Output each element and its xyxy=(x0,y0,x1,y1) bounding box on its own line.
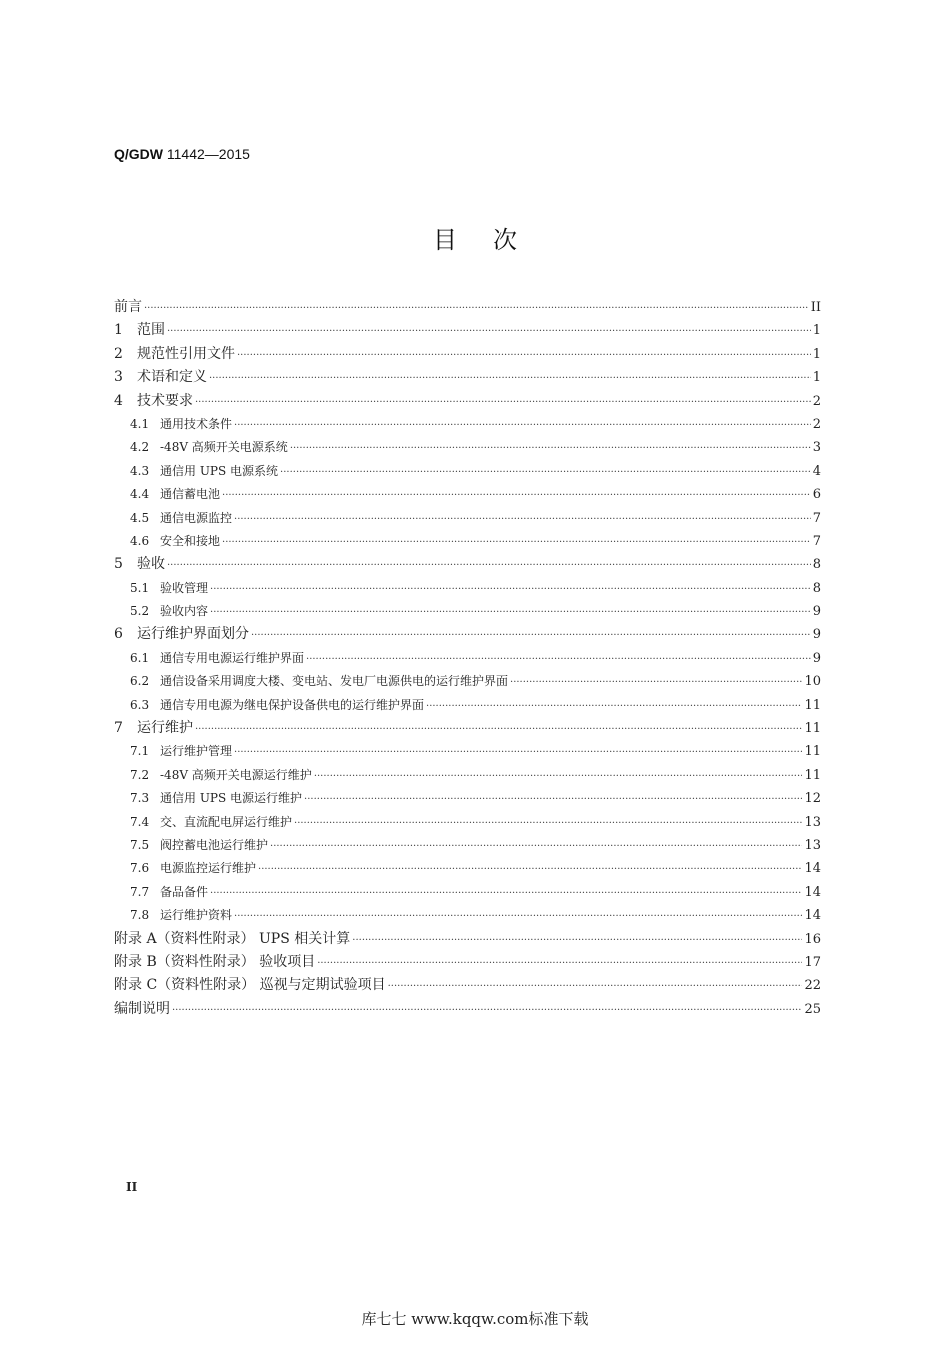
toc-entry-number: 5.2 xyxy=(130,604,150,619)
toc-entry-title: 范围 xyxy=(137,322,165,339)
toc-entry-page: 1 xyxy=(812,323,821,339)
toc-leader-dots xyxy=(258,858,802,881)
toc-leader-dots xyxy=(195,718,802,741)
toc-entry-page: 9 xyxy=(812,627,821,643)
toc-entry-page: 8 xyxy=(812,557,821,573)
toc-entry[interactable] xyxy=(114,460,821,483)
toc-entry[interactable] xyxy=(114,483,821,506)
toc-entry-number: 5.1 xyxy=(130,580,150,595)
toc-entry-number: 1 xyxy=(114,322,123,339)
toc-entry-number: 4.4 xyxy=(130,487,150,502)
toc-entry-number: 6.2 xyxy=(130,674,150,689)
toc-leader-dots xyxy=(210,601,811,624)
toc-entry[interactable] xyxy=(114,647,821,670)
toc-entry-page: 2 xyxy=(812,393,821,409)
toc-entry[interactable] xyxy=(114,974,821,997)
toc-entry-page: 13 xyxy=(804,837,821,853)
toc-entry[interactable] xyxy=(114,413,821,436)
toc-entry-title: 备品备件 xyxy=(160,884,209,899)
toc-entry-page: 11 xyxy=(804,721,821,737)
toc-entry-page: 9 xyxy=(812,604,821,620)
toc-leader-dots xyxy=(234,741,802,764)
toc-entry-title: 运行维护管理 xyxy=(160,744,233,759)
toc-entry[interactable] xyxy=(114,881,821,904)
toc-leader-dots xyxy=(210,882,802,905)
toc-entry[interactable] xyxy=(114,296,821,319)
toc-entry[interactable] xyxy=(114,951,821,974)
toc-entry[interactable] xyxy=(114,787,821,810)
toc-entry-page: 2 xyxy=(812,416,821,432)
toc-entry-number: 7 xyxy=(114,720,123,737)
toc-entry-number: 7.7 xyxy=(130,884,150,899)
toc-entry-title: 阀控蓄电池运行维护 xyxy=(160,837,269,852)
toc-leader-dots xyxy=(234,508,811,531)
toc-entry-title: 通信设备采用调度大楼、变电站、发电厂电源供电的运行维护界面 xyxy=(160,674,509,689)
toc-entry-title: 编制说明 xyxy=(114,1000,170,1017)
toc-entry-title: 附录 B（资料性附录） 验收项目 xyxy=(114,953,316,970)
toc-entry-title: 规范性引用文件 xyxy=(137,345,235,362)
toc-entry[interactable] xyxy=(114,366,821,389)
toc-entry-title: 通信专用电源运行维护界面 xyxy=(160,650,305,665)
toc-entry[interactable] xyxy=(114,600,821,623)
toc-entry-title: 附录 A（资料性附录） UPS 相关计算 xyxy=(114,930,351,947)
toc-entry-page: 9 xyxy=(812,650,821,666)
toc-entry-page: 17 xyxy=(804,954,821,970)
toc-entry-number: 7.2 xyxy=(130,767,150,782)
toc-entry[interactable] xyxy=(114,530,821,553)
toc-entry-number: 4.1 xyxy=(130,416,150,431)
toc-entry[interactable] xyxy=(114,811,821,834)
toc-entry-page: 1 xyxy=(812,370,821,386)
toc-entry-number: 4.6 xyxy=(130,533,150,548)
toc-entry-number: 7.4 xyxy=(130,814,150,829)
toc-entry-page: 14 xyxy=(804,884,821,900)
toc-entry-number: 4.3 xyxy=(130,463,150,478)
toc-entry-page: 13 xyxy=(804,814,821,830)
toc-leader-dots xyxy=(234,414,811,437)
toc-entry-title: -48V 高频开关电源系统 xyxy=(160,440,288,455)
toc-entry-title: 运行维护资料 xyxy=(160,908,233,923)
toc-entry[interactable] xyxy=(114,553,821,576)
toc-leader-dots xyxy=(270,835,802,858)
toc-entry-page: 11 xyxy=(804,767,821,783)
toc-entry-number: 7.1 xyxy=(130,744,150,759)
toc-entry-title: 术语和定义 xyxy=(137,369,207,386)
standard-code xyxy=(114,146,250,162)
toc-entry-title: 运行维护界面划分 xyxy=(137,626,249,643)
toc-entry-page: 11 xyxy=(804,697,821,713)
toc-entry-page: 4 xyxy=(812,463,821,479)
toc-entry[interactable] xyxy=(114,834,821,857)
toc-entry-page: 14 xyxy=(804,908,821,924)
toc-entry[interactable] xyxy=(114,390,821,413)
toc-entry[interactable] xyxy=(114,623,821,646)
toc-entry-title: 通信电源监控 xyxy=(160,510,233,525)
toc-leader-dots xyxy=(388,975,803,998)
toc-entry-title: 通信用 UPS 电源运行维护 xyxy=(160,791,303,806)
toc-entry-number: 2 xyxy=(114,345,123,362)
toc-entry-title: 通信专用电源为继电保护设备供电的运行维护界面 xyxy=(160,697,425,712)
toc-leader-dots xyxy=(294,812,802,835)
toc-entry-number: 6.1 xyxy=(130,650,150,665)
toc-entry-page: 3 xyxy=(812,440,821,456)
toc-entry-page: 7 xyxy=(812,533,821,549)
toc-entry[interactable] xyxy=(114,717,821,740)
toc-leader-dots xyxy=(167,320,811,343)
toc-entry[interactable] xyxy=(114,577,821,600)
toc-entry[interactable] xyxy=(114,507,821,530)
toc-entry-number: 7.5 xyxy=(130,837,150,852)
toc-leader-dots xyxy=(426,695,802,718)
toc-leader-dots xyxy=(352,929,802,952)
toc-entry-title: 附录 C（资料性附录） 巡视与定期试验项目 xyxy=(114,977,386,994)
toc-leader-dots xyxy=(172,999,802,1022)
toc-leader-dots xyxy=(317,952,802,975)
toc-entry[interactable] xyxy=(114,857,821,880)
toc-entry-title: 验收管理 xyxy=(160,580,209,595)
toc-leader-dots xyxy=(222,484,811,507)
toc-entry[interactable] xyxy=(114,343,821,366)
toc-entry-page: II xyxy=(810,300,821,315)
toc-entry-title: 前言 xyxy=(114,299,142,315)
toc-entry-title: 通信蓄电池 xyxy=(160,487,221,502)
toc-entry-number: 4.2 xyxy=(130,440,150,455)
toc-entry-number: 7.3 xyxy=(130,791,150,806)
toc-entry-page: 12 xyxy=(804,791,821,807)
toc-leader-dots xyxy=(314,765,803,788)
toc-entry[interactable] xyxy=(114,904,821,927)
toc-entry-page: 16 xyxy=(804,931,821,947)
toc-entry-page: 14 xyxy=(804,861,821,877)
table-of-contents xyxy=(114,296,821,1021)
toc-entry-title: 运行维护 xyxy=(137,720,193,737)
page-number: II xyxy=(126,1180,138,1194)
toc-entry[interactable] xyxy=(114,740,821,763)
toc-entry[interactable] xyxy=(114,436,821,459)
toc-entry-title: 交、直流配电屏运行维护 xyxy=(160,814,293,829)
toc-entry-title: 通信用 UPS 电源系统 xyxy=(160,463,279,478)
toc-entry-number: 4 xyxy=(114,392,123,409)
toc-entry-number: 4.5 xyxy=(130,510,150,525)
toc-entry[interactable] xyxy=(114,319,821,342)
toc-leader-dots xyxy=(306,648,811,671)
toc-entry-page: 8 xyxy=(812,580,821,596)
toc-leader-dots xyxy=(280,461,811,484)
toc-entry-title: 技术要求 xyxy=(137,392,193,409)
standard-code-prefix: Q/GDW xyxy=(114,146,163,162)
toc-entry-number: 5 xyxy=(114,556,123,573)
toc-entry-number: 7.6 xyxy=(130,861,150,876)
toc-leader-dots xyxy=(222,531,811,554)
toc-entry-title: 安全和接地 xyxy=(160,533,221,548)
toc-leader-dots xyxy=(210,578,811,601)
toc-entry-page: 7 xyxy=(812,510,821,526)
toc-entry-page: 25 xyxy=(804,1001,821,1017)
toc-leader-dots xyxy=(144,297,809,320)
toc-entry-number: 7.8 xyxy=(130,908,150,923)
footer-watermark: 库七七 www.kqqw.com标准下载 xyxy=(361,1310,589,1328)
toc-entry[interactable] xyxy=(114,764,821,787)
toc-entry[interactable] xyxy=(114,670,821,693)
standard-code-number: 11442—2015 xyxy=(163,146,250,162)
toc-entry[interactable] xyxy=(114,694,821,717)
toc-leader-dots xyxy=(290,437,811,460)
toc-entry-page: 10 xyxy=(804,674,821,690)
toc-entry-number: 3 xyxy=(114,369,123,386)
toc-entry-number: 6 xyxy=(114,626,123,643)
toc-leader-dots xyxy=(195,391,811,414)
toc-leader-dots xyxy=(304,788,802,811)
toc-entry-page: 6 xyxy=(812,487,821,503)
toc-entry[interactable] xyxy=(114,928,821,951)
toc-entry-title: -48V 高频开关电源运行维护 xyxy=(160,767,312,782)
toc-leader-dots xyxy=(209,367,811,390)
toc-entry-page: 11 xyxy=(804,744,821,760)
toc-entry[interactable] xyxy=(114,998,821,1021)
toc-entry-page: 22 xyxy=(804,978,821,994)
toc-entry-title: 验收 xyxy=(137,556,165,573)
toc-entry-number: 6.3 xyxy=(130,697,150,712)
toc-leader-dots xyxy=(251,624,811,647)
toc-entry-title: 电源监控运行维护 xyxy=(160,861,257,876)
toc-entry-title: 通用技术条件 xyxy=(160,416,233,431)
toc-entry-title: 验收内容 xyxy=(160,604,209,619)
page-title: 目次 xyxy=(433,226,553,254)
toc-leader-dots xyxy=(237,344,811,367)
toc-leader-dots xyxy=(510,671,802,694)
toc-leader-dots xyxy=(234,905,802,928)
toc-leader-dots xyxy=(167,554,811,577)
toc-entry-page: 1 xyxy=(812,346,821,362)
